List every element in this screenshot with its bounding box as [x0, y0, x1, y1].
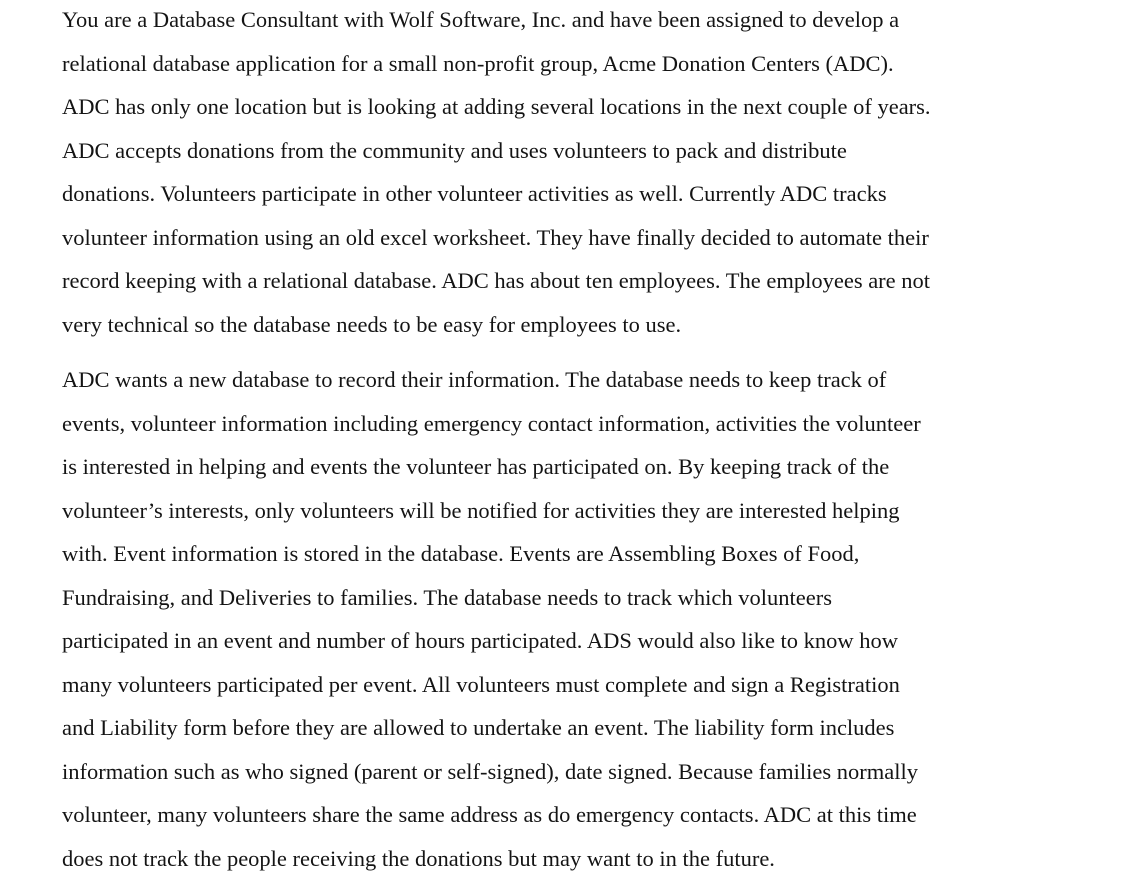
text-line: volunteer, many volunteers share the same address as do emergency contacts. ADC at this time: [62, 802, 917, 827]
text-line: record keeping with a relational database. ADC has about ten employees. The employees are not: [62, 268, 931, 293]
text-line: relational database application for a small non-profit group, Acme Donation Centers (ADC).: [62, 50, 894, 76]
text-line: events, volunteer information including emergency contact information, activities the volunteer: [62, 410, 921, 436]
text-line: ADC wants a new database to record their information. The database needs to keep track of: [62, 367, 887, 392]
text-line: and Liability form before they are allowed to undertake an event. The liability form includes: [62, 715, 895, 740]
text-line: ADC accepts donations from the community and uses volunteers to pack and distribute: [62, 137, 847, 163]
text-line: information such as who signed (parent or self-signed), date signed. Because families normally: [62, 758, 919, 784]
text-line: is interested in helping and events the volunteer has participated on. By keeping track of the: [62, 454, 890, 479]
text-line: You are a Database Consultant with Wolf Software, Inc. and have been assigned to develop a: [62, 7, 900, 32]
text-line: donations. Volunteers participate in other volunteer activities as well. Currently ADC tracks: [62, 181, 887, 206]
paragraph-requirements: [62, 360, 1062, 882]
text-line: participated in an event and number of hours participated. ADS would also like to know how: [62, 628, 899, 653]
text-line: ADC has only one location but is looking at adding several locations in the next couple of years.: [62, 94, 931, 119]
text-line: does not track the people receiving the donations but may want to in the future.: [62, 845, 775, 871]
paragraph-intro: [62, 0, 1062, 348]
text-line: volunteer’s interests, only volunteers will be notified for activities they are interested helping: [62, 497, 900, 523]
text-line: many volunteers participated per event. All volunteers must complete and sign a Registration: [62, 671, 900, 697]
text-line: very technical so the database needs to be easy for employees to use.: [62, 311, 682, 337]
document-body: [62, 0, 1062, 882]
text-line: Fundraising, and Deliveries to families. The database needs to track which volunteers: [62, 584, 832, 610]
text-line: volunteer information using an old excel worksheet. They have finally decided to automate their: [62, 224, 929, 250]
text-line: with. Event information is stored in the database. Events are Assembling Boxes of Food,: [62, 541, 860, 566]
